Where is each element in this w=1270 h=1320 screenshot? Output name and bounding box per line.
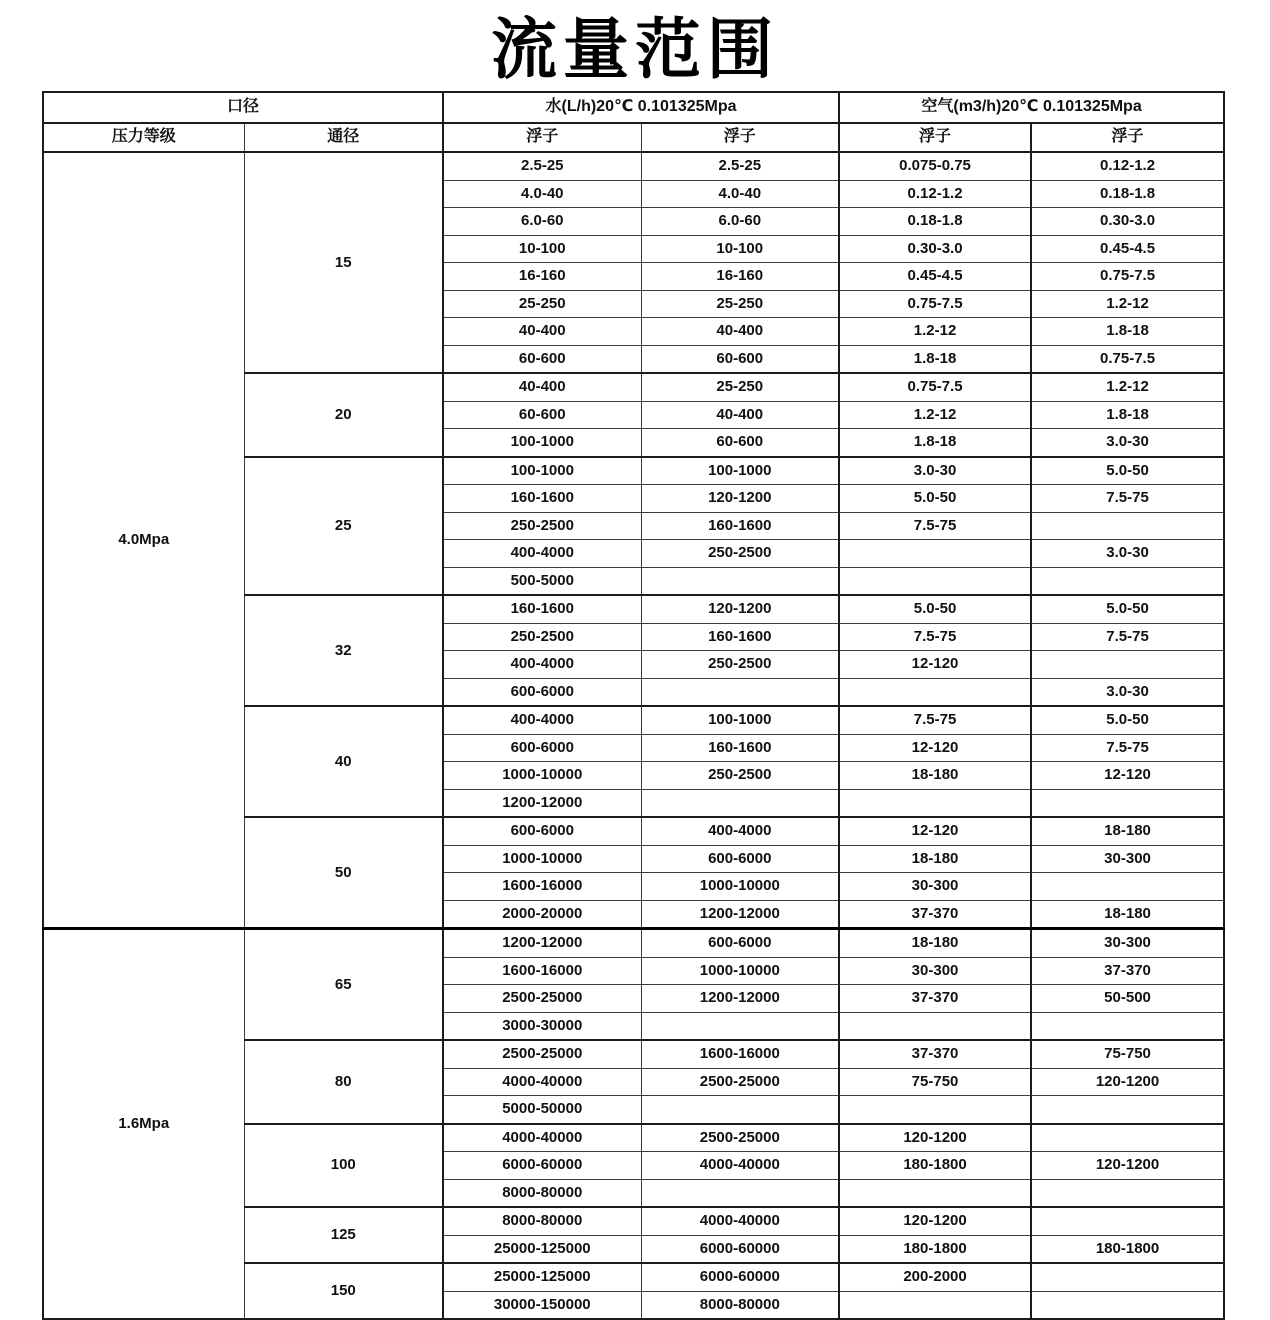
flow-range-cell-air-float-1: 5.0-50 <box>839 595 1031 623</box>
flow-range-cell-air-float-2 <box>1031 1179 1224 1207</box>
flow-range-cell-air-float-2: 1.8-18 <box>1031 318 1224 346</box>
flow-range-cell-air-float-2: 5.0-50 <box>1031 457 1224 485</box>
header-float-air-1: 浮子 <box>839 123 1031 152</box>
flow-range-cell-air-float-2: 7.5-75 <box>1031 485 1224 513</box>
flow-range-cell-water-float-2 <box>641 1179 839 1207</box>
flow-range-cell-water-float-1: 2000-20000 <box>443 900 641 929</box>
flow-range-cell-air-float-2 <box>1031 1207 1224 1235</box>
flow-range-cell-air-float-1: 37-370 <box>839 985 1031 1013</box>
flow-range-cell-water-float-2: 1600-16000 <box>641 1040 839 1068</box>
flow-range-cell-air-float-2: 1.8-18 <box>1031 401 1224 429</box>
flow-range-cell-water-float-2: 1200-12000 <box>641 985 839 1013</box>
flow-range-cell-air-float-1: 1.2-12 <box>839 318 1031 346</box>
flow-range-cell-water-float-1: 250-2500 <box>443 512 641 540</box>
flow-range-cell-water-float-2 <box>641 567 839 595</box>
flow-range-cell-water-float-1: 1000-10000 <box>443 845 641 873</box>
flow-range-cell-water-float-2: 120-1200 <box>641 485 839 513</box>
flow-range-cell-water-float-2: 40-400 <box>641 318 839 346</box>
flow-range-cell-air-float-1: 0.12-1.2 <box>839 180 1031 208</box>
flow-range-cell-water-float-2: 250-2500 <box>641 762 839 790</box>
flow-range-cell-air-float-1 <box>839 678 1031 706</box>
flow-range-cell-air-float-2: 180-1800 <box>1031 1235 1224 1263</box>
flow-range-cell-air-float-2: 12-120 <box>1031 762 1224 790</box>
flow-range-cell-air-float-2: 5.0-50 <box>1031 706 1224 734</box>
flow-range-cell-air-float-1: 18-180 <box>839 845 1031 873</box>
flow-range-cell-water-float-2: 6.0-60 <box>641 208 839 236</box>
flow-range-cell-water-float-2: 1200-12000 <box>641 900 839 929</box>
diameter-cell: 80 <box>244 1040 443 1124</box>
flow-range-cell-air-float-1 <box>839 1179 1031 1207</box>
flow-range-cell-water-float-1: 600-6000 <box>443 817 641 845</box>
flow-range-cell-air-float-2: 3.0-30 <box>1031 540 1224 568</box>
flow-range-cell-air-float-1: 0.18-1.8 <box>839 208 1031 236</box>
flow-range-cell-air-float-2 <box>1031 1124 1224 1152</box>
flow-range-cell-air-float-2: 0.12-1.2 <box>1031 152 1224 180</box>
table-header <box>43 92 1224 152</box>
flow-range-cell-air-float-1: 12-120 <box>839 817 1031 845</box>
flow-range-cell-air-float-2 <box>1031 512 1224 540</box>
flow-range-cell-water-float-1: 100-1000 <box>443 457 641 485</box>
flow-range-cell-water-float-2: 160-1600 <box>641 623 839 651</box>
diameter-cell: 50 <box>244 817 443 929</box>
flow-range-cell-water-float-2: 600-6000 <box>641 929 839 958</box>
table-row <box>43 929 1224 958</box>
flow-range-cell-air-float-1: 75-750 <box>839 1068 1031 1096</box>
flow-range-cell-water-float-1: 6.0-60 <box>443 208 641 236</box>
flow-range-cell-air-float-2 <box>1031 1263 1224 1291</box>
flow-range-cell-water-float-1: 16-160 <box>443 263 641 291</box>
flow-range-cell-water-float-1: 250-2500 <box>443 623 641 651</box>
flow-range-cell-air-float-2: 7.5-75 <box>1031 734 1224 762</box>
flow-range-cell-air-float-2: 1.2-12 <box>1031 373 1224 401</box>
flow-range-cell-air-float-2: 75-750 <box>1031 1040 1224 1068</box>
flow-range-cell-air-float-1: 18-180 <box>839 929 1031 958</box>
flow-range-cell-water-float-2: 1000-10000 <box>641 873 839 901</box>
flow-range-cell-air-float-1: 12-120 <box>839 734 1031 762</box>
flow-range-cell-water-float-2: 100-1000 <box>641 706 839 734</box>
flow-range-cell-water-float-2: 4.0-40 <box>641 180 839 208</box>
flow-range-cell-air-float-1: 5.0-50 <box>839 485 1031 513</box>
flow-range-cell-air-float-1 <box>839 540 1031 568</box>
flow-range-cell-water-float-2 <box>641 1096 839 1124</box>
flow-range-cell-water-float-1: 1600-16000 <box>443 873 641 901</box>
flow-range-cell-water-float-2: 160-1600 <box>641 512 839 540</box>
header-float-water-2: 浮子 <box>641 123 839 152</box>
flow-range-cell-air-float-2: 0.75-7.5 <box>1031 345 1224 373</box>
flow-range-cell-air-float-2: 1.2-12 <box>1031 290 1224 318</box>
flow-range-cell-air-float-2 <box>1031 873 1224 901</box>
flow-range-cell-water-float-1: 2.5-25 <box>443 152 641 180</box>
flow-range-cell-air-float-1: 30-300 <box>839 873 1031 901</box>
table-row <box>43 152 1224 180</box>
header-air-conditions: 空气(m3/h)20℃ 0.101325Mpa <box>839 92 1224 123</box>
flow-range-cell-air-float-2: 30-300 <box>1031 845 1224 873</box>
flow-range-cell-air-float-2: 0.18-1.8 <box>1031 180 1224 208</box>
flow-range-cell-water-float-2: 6000-60000 <box>641 1263 839 1291</box>
flow-range-cell-water-float-2: 160-1600 <box>641 734 839 762</box>
flow-range-cell-water-float-2 <box>641 789 839 817</box>
flow-range-cell-air-float-1 <box>839 789 1031 817</box>
flow-range-cell-water-float-2: 250-2500 <box>641 540 839 568</box>
flow-range-cell-water-float-2: 60-600 <box>641 429 839 457</box>
flow-range-cell-air-float-2 <box>1031 567 1224 595</box>
flow-range-cell-air-float-2 <box>1031 651 1224 679</box>
flow-range-cell-water-float-1: 4000-40000 <box>443 1124 641 1152</box>
flow-range-cell-air-float-1: 7.5-75 <box>839 512 1031 540</box>
diameter-cell: 25 <box>244 457 443 596</box>
flow-range-cell-air-float-2: 7.5-75 <box>1031 623 1224 651</box>
flow-range-cell-water-float-1: 1000-10000 <box>443 762 641 790</box>
flow-range-cell-water-float-1: 40-400 <box>443 373 641 401</box>
flow-range-cell-air-float-2 <box>1031 1291 1224 1319</box>
flow-range-cell-air-float-2: 37-370 <box>1031 957 1224 985</box>
flow-range-cell-air-float-1: 0.45-4.5 <box>839 263 1031 291</box>
flow-range-cell-water-float-1: 500-5000 <box>443 567 641 595</box>
flow-range-cell-water-float-2: 40-400 <box>641 401 839 429</box>
flow-range-cell-water-float-1: 600-6000 <box>443 678 641 706</box>
header-pressure-level: 压力等级 <box>43 123 244 152</box>
flow-range-cell-water-float-1: 8000-80000 <box>443 1207 641 1235</box>
flow-range-cell-water-float-1: 60-600 <box>443 401 641 429</box>
flow-range-cell-air-float-1: 30-300 <box>839 957 1031 985</box>
flow-range-cell-water-float-1: 6000-60000 <box>443 1152 641 1180</box>
flow-range-cell-water-float-1: 1600-16000 <box>443 957 641 985</box>
flow-range-cell-water-float-1: 1200-12000 <box>443 789 641 817</box>
pressure-level-cell: 1.6Mpa <box>43 929 244 1320</box>
flow-range-cell-air-float-1: 200-2000 <box>839 1263 1031 1291</box>
flow-range-cell-air-float-1 <box>839 1096 1031 1124</box>
page-title: 流量范围 <box>491 12 779 86</box>
flow-range-cell-air-float-1: 7.5-75 <box>839 706 1031 734</box>
flow-range-cell-air-float-2: 50-500 <box>1031 985 1224 1013</box>
flow-range-cell-water-float-1: 25000-125000 <box>443 1263 641 1291</box>
diameter-cell: 150 <box>244 1263 443 1319</box>
flow-range-cell-air-float-2: 5.0-50 <box>1031 595 1224 623</box>
flow-range-cell-water-float-2: 2.5-25 <box>641 152 839 180</box>
flow-range-cell-air-float-1: 37-370 <box>839 900 1031 929</box>
flow-range-cell-water-float-1: 160-1600 <box>443 485 641 513</box>
header-float-air-2: 浮子 <box>1031 123 1224 152</box>
flow-range-cell-air-float-2: 30-300 <box>1031 929 1224 958</box>
flow-range-cell-water-float-1: 4000-40000 <box>443 1068 641 1096</box>
flow-range-cell-water-float-1: 400-4000 <box>443 540 641 568</box>
flow-range-table <box>42 91 1225 1320</box>
flow-range-cell-water-float-1: 25000-125000 <box>443 1235 641 1263</box>
flow-range-cell-air-float-2: 120-1200 <box>1031 1068 1224 1096</box>
flow-range-cell-air-float-1: 1.8-18 <box>839 429 1031 457</box>
flow-range-cell-air-float-2 <box>1031 1012 1224 1040</box>
flow-range-cell-water-float-2: 2500-25000 <box>641 1068 839 1096</box>
flow-range-cell-air-float-1: 0.075-0.75 <box>839 152 1031 180</box>
flow-range-cell-air-float-1: 0.30-3.0 <box>839 235 1031 263</box>
header-row-top <box>43 92 1224 123</box>
flow-range-cell-air-float-1: 1.8-18 <box>839 345 1031 373</box>
flow-range-cell-water-float-2: 25-250 <box>641 290 839 318</box>
flow-range-cell-water-float-1: 2500-25000 <box>443 985 641 1013</box>
flow-range-cell-air-float-1: 7.5-75 <box>839 623 1031 651</box>
flow-range-cell-air-float-1 <box>839 567 1031 595</box>
diameter-cell: 40 <box>244 706 443 817</box>
flow-range-cell-water-float-2: 6000-60000 <box>641 1235 839 1263</box>
diameter-cell: 20 <box>244 373 443 457</box>
flow-range-cell-water-float-1: 400-4000 <box>443 651 641 679</box>
header-caliber: 口径 <box>43 92 443 123</box>
diameter-cell: 15 <box>244 152 443 373</box>
flow-range-cell-air-float-2 <box>1031 1096 1224 1124</box>
table-body <box>43 152 1224 1319</box>
flow-range-cell-water-float-1: 1200-12000 <box>443 929 641 958</box>
flow-range-cell-air-float-2: 3.0-30 <box>1031 678 1224 706</box>
flow-range-cell-air-float-2 <box>1031 789 1224 817</box>
flow-range-cell-water-float-1: 10-100 <box>443 235 641 263</box>
diameter-cell: 32 <box>244 595 443 706</box>
flow-range-cell-water-float-1: 30000-150000 <box>443 1291 641 1319</box>
flow-range-cell-air-float-1 <box>839 1012 1031 1040</box>
flow-range-cell-air-float-1: 120-1200 <box>839 1207 1031 1235</box>
flow-range-cell-water-float-2: 4000-40000 <box>641 1207 839 1235</box>
diameter-cell: 100 <box>244 1124 443 1208</box>
flow-range-cell-water-float-2: 600-6000 <box>641 845 839 873</box>
flow-range-cell-water-float-2: 400-4000 <box>641 817 839 845</box>
diameter-cell: 125 <box>244 1207 443 1263</box>
flow-range-cell-air-float-2: 120-1200 <box>1031 1152 1224 1180</box>
flow-range-cell-air-float-1: 0.75-7.5 <box>839 373 1031 401</box>
flow-range-cell-air-float-1: 12-120 <box>839 651 1031 679</box>
flow-range-cell-water-float-2: 100-1000 <box>641 457 839 485</box>
flow-range-cell-water-float-2: 16-160 <box>641 263 839 291</box>
flow-range-cell-water-float-2: 4000-40000 <box>641 1152 839 1180</box>
flow-range-cell-air-float-1: 3.0-30 <box>839 457 1031 485</box>
flow-range-cell-water-float-1: 4.0-40 <box>443 180 641 208</box>
flow-range-cell-air-float-1: 18-180 <box>839 762 1031 790</box>
flow-range-cell-water-float-2: 1000-10000 <box>641 957 839 985</box>
flow-range-cell-water-float-1: 600-6000 <box>443 734 641 762</box>
flow-range-cell-water-float-1: 3000-30000 <box>443 1012 641 1040</box>
flow-range-cell-water-float-1: 5000-50000 <box>443 1096 641 1124</box>
flow-range-cell-water-float-2: 120-1200 <box>641 595 839 623</box>
flow-range-cell-water-float-1: 60-600 <box>443 345 641 373</box>
flow-range-cell-air-float-1: 0.75-7.5 <box>839 290 1031 318</box>
flow-range-cell-air-float-1 <box>839 1291 1031 1319</box>
header-row-sub <box>43 123 1224 152</box>
flow-range-cell-air-float-2: 0.30-3.0 <box>1031 208 1224 236</box>
flow-range-cell-water-float-2 <box>641 678 839 706</box>
flow-range-cell-air-float-2: 18-180 <box>1031 817 1224 845</box>
flow-range-cell-water-float-2: 60-600 <box>641 345 839 373</box>
flow-range-cell-water-float-1: 40-400 <box>443 318 641 346</box>
flow-range-cell-air-float-1: 37-370 <box>839 1040 1031 1068</box>
flow-range-cell-water-float-1: 2500-25000 <box>443 1040 641 1068</box>
flow-range-cell-air-float-1: 1.2-12 <box>839 401 1031 429</box>
flow-range-cell-water-float-1: 160-1600 <box>443 595 641 623</box>
flow-range-cell-air-float-1: 120-1200 <box>839 1124 1031 1152</box>
header-float-water-1: 浮子 <box>443 123 641 152</box>
flow-range-cell-air-float-2: 3.0-30 <box>1031 429 1224 457</box>
flow-range-cell-water-float-1: 400-4000 <box>443 706 641 734</box>
pressure-level-cell: 4.0Mpa <box>43 152 244 929</box>
flow-range-cell-water-float-2 <box>641 1012 839 1040</box>
flow-range-cell-air-float-2: 18-180 <box>1031 900 1224 929</box>
flow-range-cell-air-float-2: 0.75-7.5 <box>1031 263 1224 291</box>
diameter-cell: 65 <box>244 929 443 1041</box>
header-water-conditions: 水(L/h)20℃ 0.101325Mpa <box>443 92 839 123</box>
flow-range-cell-water-float-2: 10-100 <box>641 235 839 263</box>
flow-range-cell-water-float-1: 25-250 <box>443 290 641 318</box>
flow-range-cell-water-float-1: 8000-80000 <box>443 1179 641 1207</box>
flow-range-cell-air-float-2: 0.45-4.5 <box>1031 235 1224 263</box>
flow-range-cell-water-float-2: 250-2500 <box>641 651 839 679</box>
flow-range-cell-air-float-1: 180-1800 <box>839 1235 1031 1263</box>
flow-range-cell-water-float-1: 100-1000 <box>443 429 641 457</box>
flow-range-cell-water-float-2: 25-250 <box>641 373 839 401</box>
flow-range-cell-water-float-2: 8000-80000 <box>641 1291 839 1319</box>
flow-range-cell-air-float-1: 180-1800 <box>839 1152 1031 1180</box>
header-diameter: 通径 <box>244 123 443 152</box>
flow-range-cell-water-float-2: 2500-25000 <box>641 1124 839 1152</box>
